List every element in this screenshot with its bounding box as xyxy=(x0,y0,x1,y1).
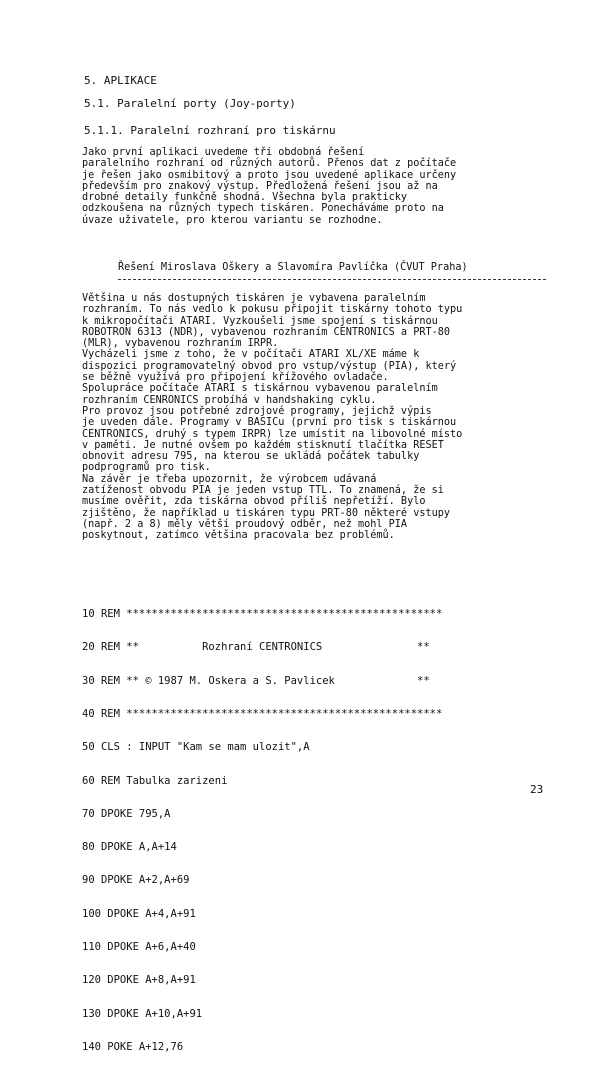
code-line: 40 REM ************************************************** xyxy=(82,708,443,721)
text-line: především pro znakový výstup. Předložená řešení jsou až na xyxy=(82,180,438,192)
code-line: 10 REM ************************************************** xyxy=(82,608,443,621)
chapter-heading: 5. APLIKACE xyxy=(84,74,157,87)
subsection-heading: 5.1.1. Paralelní rozhraní pro tiskárnu xyxy=(84,124,336,137)
code-line: 100 DPOKE A+4,A+91 xyxy=(82,907,196,920)
section-heading: 5.1. Paralelní porty (Joy-porty) xyxy=(84,97,296,110)
text-line: drobné detaily funkčně shodná. Všechna byla prakticky xyxy=(82,192,408,204)
code-line: 110 DPOKE A+6,A+40 xyxy=(82,941,196,953)
text-line: Pro provoz jsou potřebné zdrojové programy, jejichž výpis xyxy=(82,405,432,417)
text-line: dispozici programovatelný obvod pro vstup/výstup (PIA), který xyxy=(82,360,457,372)
text-line: (MLR), vybavenou rozhraním IRPR. xyxy=(82,338,279,350)
text-line: paralelního rozhraní od různých autorů. Přenos dat z počítače xyxy=(82,158,457,170)
code-line: 30 REM ** © 1987 M. Oskera a S. Pavlicek ** xyxy=(82,674,430,687)
text-line: podprogramů pro tisk. xyxy=(82,462,211,474)
solution-subtitle: Řešení Miroslava Oškery a Slavomíra Pavlíčka (ČVUT Praha) xyxy=(118,262,468,273)
text-line: CENTRONICS, druhý s typem IRPR) lze umístit na libovolné místo xyxy=(82,428,463,440)
text-line: je uveden dále. Programy v BASICu (první pro tisk s tiskárnou xyxy=(82,417,457,429)
code-line: 70 DPOKE 795,A xyxy=(82,807,171,820)
text-line: zjištěno, že například u tiskáren typu PRT-80 některé vstupy xyxy=(82,507,451,519)
code-line: 20 REM ** Rozhraní CENTRONICS ** xyxy=(82,641,430,654)
text-line: úvaze uživatele, pro kterou variantu se rozhodne. xyxy=(82,214,383,226)
text-line: v paměti. Je nutné ovšem po každém stisknutí tlačítka RESET xyxy=(82,439,444,451)
code-line: 60 REM Tabulka zarizeni xyxy=(82,774,228,787)
text-line: Vycházeli jsme z toho, že v počítači ATARI XL/XE máme k xyxy=(82,349,420,361)
text-line: ROBOTRON 6313 (NDR), vybavenou rozhraním CENTRONICS a PRT-80 xyxy=(82,326,451,338)
text-line: Jako první aplikaci uvedeme tři obdobná řešení xyxy=(82,147,365,158)
text-line: obnovit adresu 795, na kterou se ukládá počátek tabulky xyxy=(82,451,420,463)
dashed-divider xyxy=(118,279,546,280)
code-line: 90 DPOKE A+2,A+69 xyxy=(82,874,190,887)
code-line: 80 DPOKE A,A+14 xyxy=(82,841,177,854)
code-line: 120 DPOKE A+8,A+91 xyxy=(82,974,196,987)
text-line: Na závěr je třeba upozornit, že výrobcem udávaná xyxy=(82,473,377,485)
code-line: 140 POKE A+12,76 xyxy=(82,1040,184,1053)
text-line: Většina u nás dostupných tiskáren je vybavena paralelním xyxy=(82,293,426,304)
text-line: musíme ověřit, zda tiskárna obvod příliš nepřetíží. Bylo xyxy=(82,496,426,508)
text-line: (např. 2 a 8) měly větší proudový odběr, než mohl PIA xyxy=(82,518,408,530)
body-paragraph xyxy=(82,293,552,542)
text-line: k mikropočítači ATARI. Vyzkoušeli jsme spojení s tiskárnou xyxy=(82,315,438,327)
text-line: zatíženost obvodu PIA je jeden vstup TTL. To znamená, že si xyxy=(82,485,444,497)
basic-code-listing xyxy=(82,587,442,1075)
text-line: odzkoušena na různých typech tiskáren. Ponecháváme proto na xyxy=(82,203,444,215)
code-line: 50 CLS : INPUT "Kam se mam ulozit",A xyxy=(82,741,310,754)
text-line: Spolupráce počítače ATARI s tiskárnou vybavenou paralelním xyxy=(82,383,438,395)
intro-paragraph xyxy=(82,147,552,226)
page-number: 23 xyxy=(530,783,544,796)
text-line: se běžně využívá pro připojení křížového ovladače. xyxy=(82,372,389,384)
code-line: 130 DPOKE A+10,A+91 xyxy=(82,1007,203,1020)
text-line: rozhraním CENRONICS probíhá v handshaking cyklu. xyxy=(82,394,377,406)
text-line: rozhraním. To nás vedlo k pokusu připojit tiskárny tohoto typu xyxy=(82,304,463,316)
text-line: poskytnout, zatímco většina pracovala bez problémů. xyxy=(82,530,395,542)
text-line: je řešen jako osmibitový a proto jsou uvedené aplikace určeny xyxy=(82,169,457,181)
